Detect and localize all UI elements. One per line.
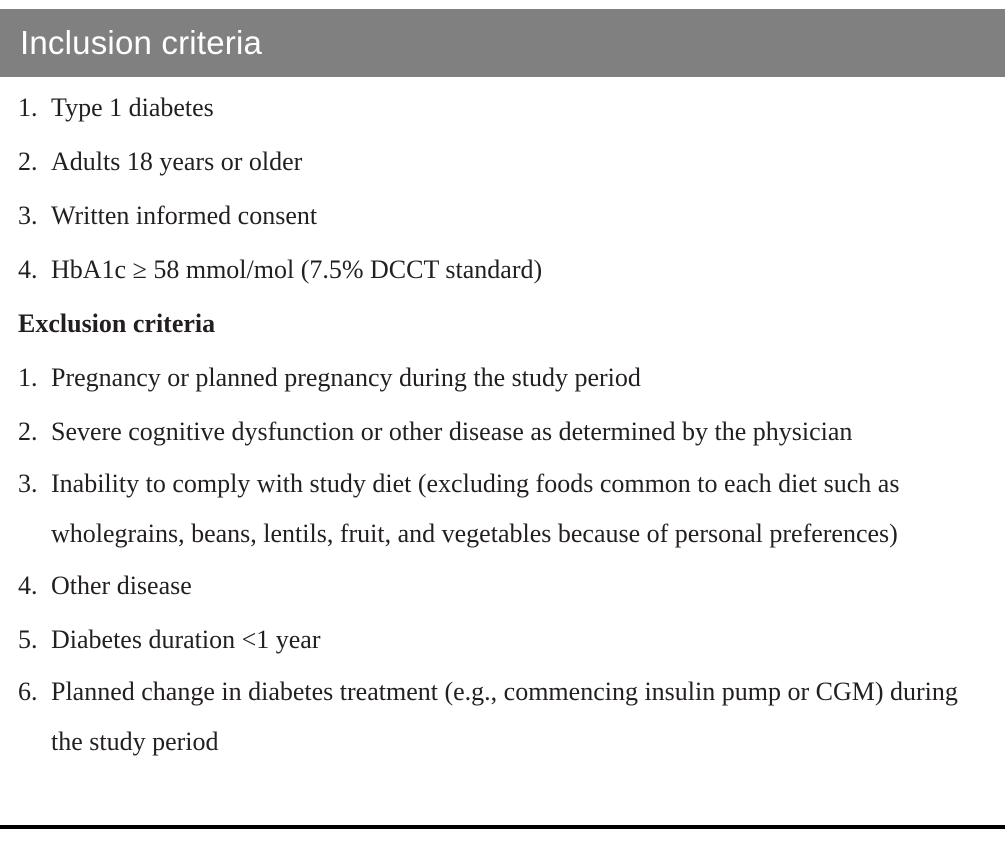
exclusion-item bbox=[18, 559, 1005, 613]
item-text: Written informed consent bbox=[51, 201, 318, 230]
item-number: 4. bbox=[18, 571, 38, 600]
exclusion-item bbox=[18, 667, 1005, 767]
criteria-table bbox=[0, 9, 1005, 767]
item-text: HbA1c ≥ 58 mmol/mol (7.5% DCCT standard) bbox=[51, 255, 543, 284]
item-number: 6. bbox=[18, 677, 38, 706]
exclusion-item bbox=[18, 459, 1005, 559]
item-text: Inability to comply with study diet (excluding foods common to each diet such as wholegrains, beans, lentils, fruit, and vegetables because of personal preferences) bbox=[51, 469, 900, 548]
item-number: 1. bbox=[18, 93, 38, 122]
item-text: Other disease bbox=[51, 571, 192, 600]
item-text: Type 1 diabetes bbox=[51, 93, 214, 122]
item-number: 2. bbox=[18, 147, 38, 176]
table-header bbox=[0, 9, 1005, 77]
inclusion-item bbox=[18, 243, 1005, 297]
item-number: 3. bbox=[18, 201, 38, 230]
item-text: Severe cognitive dysfunction or other disease as determined by the physician bbox=[51, 417, 853, 446]
item-text: Adults 18 years or older bbox=[51, 147, 303, 176]
item-text: Diabetes duration <1 year bbox=[51, 625, 321, 654]
inclusion-item bbox=[18, 135, 1005, 189]
exclusion-item bbox=[18, 405, 1005, 459]
item-number: 1. bbox=[18, 363, 38, 392]
inclusion-item bbox=[18, 189, 1005, 243]
table-body bbox=[0, 77, 1005, 767]
item-text: Planned change in diabetes treatment (e.g., commencing insulin pump or CGM) during the study period bbox=[51, 677, 958, 756]
item-text: Pregnancy or planned pregnancy during the study period bbox=[51, 363, 641, 392]
item-number: 4. bbox=[18, 255, 38, 284]
inclusion-heading: Inclusion criteria bbox=[20, 24, 263, 61]
exclusion-item bbox=[18, 351, 1005, 405]
item-number: 3. bbox=[18, 469, 38, 498]
item-number: 5. bbox=[18, 625, 38, 654]
exclusion-item bbox=[18, 613, 1005, 667]
table-bottom-rule bbox=[0, 825, 1005, 829]
exclusion-heading: Exclusion criteria bbox=[18, 309, 216, 338]
item-number: 2. bbox=[18, 417, 38, 446]
inclusion-item bbox=[18, 81, 1005, 135]
